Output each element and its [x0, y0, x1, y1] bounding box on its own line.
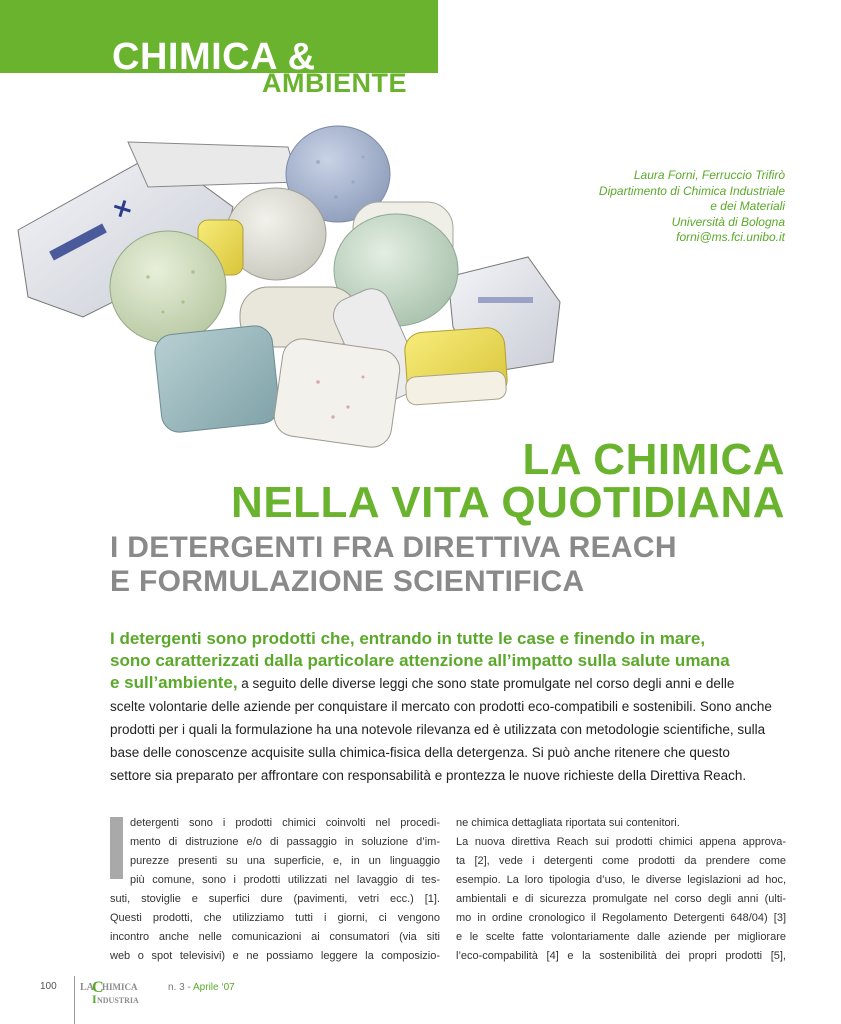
lead-text-line4: scelte volontarie delle aziende per conquistare il mercato con prodotti eco-compatibili e sostenibili. Sono anche: [110, 699, 772, 714]
lead-text-line5: prodotti per i quali la formulazione ha una notevole rilevanza ed è utilizzata con metodologie scientifiche, sulla: [110, 722, 766, 737]
body-line: incontro anche nelle comunicazioni ai consumatori (via siti: [110, 931, 440, 943]
author-department-2: e dei Materiali: [710, 199, 785, 213]
lead-green-line1: I detergenti sono prodotti che, entrando in tutte le case e finendo in mare,: [110, 629, 706, 648]
body-line: detergenti sono i prodotti chimici coinvolti nel procedi-: [130, 817, 440, 829]
author-email[interactable]: forni@ms.fci.unibo.it: [676, 230, 785, 244]
magazine-logo: [80, 978, 160, 1006]
body-line: mento di distruzione e/o di passaggio in soluzione d’im-: [130, 836, 440, 848]
issue-date: Aprile ‘07: [193, 982, 235, 993]
detergent-tablets-photo: [8, 112, 568, 464]
body-line: purezze presenti su una superficie, e, in un linguaggio: [130, 855, 440, 867]
article-subtitle: [110, 531, 677, 599]
author-university: Università di Bologna: [671, 214, 785, 229]
lead-green-line3: e sull’ambiente,: [110, 673, 238, 692]
lead-text-line3: a seguito delle diverse leggi che sono state promulgate nel corso degli anni e delle: [237, 676, 735, 691]
lead-green-line2: sono caratterizzati dalla particolare attenzione all’impatto sulla salute umana: [110, 651, 730, 670]
body-line: l’eco-compabilità [4] e la sostenibilità dei propri prodotti [5],: [456, 950, 786, 962]
body-column-2: [456, 814, 786, 966]
article-title: [231, 435, 785, 527]
svg-text:✕: ✕: [108, 193, 137, 225]
body-line: più comune, sono i prodotti utilizzati nel lavaggio di tes-: [130, 874, 440, 886]
body-line: suti, stoviglie e superfici dure (pavimenti, vetri ecc.) [1].: [110, 893, 440, 905]
author-department: Dipartimento di Chimica Industriale: [598, 183, 785, 198]
body-line: ambientali e di sicurezza promulgate nel corso degli anni (ulti-: [456, 893, 786, 905]
lead-text-line7: settore sia preparato per affrontare con responsabilità e prontezza le nuove richieste della Direttiva Reach.: [110, 768, 747, 783]
subtitle-line2: E FORMULAZIONE SCIENTIFICA: [110, 565, 585, 598]
body-line: La nuova direttiva Reach sui prodotti chimici appena approva-: [456, 836, 786, 848]
body-line: Questi prodotti, che utilizziamo tutti i giorni, ci vengono: [110, 912, 440, 924]
svg-text:LA: LA: [80, 982, 94, 993]
section-title-line2: AMBIENTE: [262, 68, 407, 98]
body-line: ne chimica dettagliata riportata sui contenitori.: [456, 817, 680, 829]
svg-text:I: I: [92, 992, 97, 1006]
body-line: mo in ordine cronologico il Regolamento Detergenti 648/04) [3]: [456, 912, 786, 924]
title-line1: LA CHIMICA: [522, 435, 785, 484]
lead-text-line6: base delle conoscenze acquisite sulla chimica-fisica della detergenza. Si può anche ritenere che questo: [110, 745, 730, 760]
body-line: ta [2], vede i detergenti come prodotti da prendere come: [456, 855, 786, 867]
body-line: esempio. La loro tipologia d’uso, le diverse legislazioni ad hoc,: [456, 874, 786, 886]
issue-info: [168, 983, 235, 993]
subtitle-line1: I DETERGENTI FRA DIRETTIVA REACH: [110, 531, 677, 564]
section-title-line1: CHIMICA &: [112, 36, 316, 78]
issue-number: n. 3 -: [168, 982, 194, 993]
body-line: e le scelte fatte volontariamente dalle aziende per migliorare: [456, 931, 786, 943]
page-number: 100: [40, 981, 57, 992]
author-names: Laura Forni, Ferruccio Trifirò: [633, 168, 785, 182]
svg-text:NDUSTRIA: NDUSTRIA: [97, 996, 139, 1005]
title-line2: NELLA VITA QUOTIDIANA: [231, 478, 785, 527]
body-line: web o spot televisivi) e ne possiamo leggere la composizio-: [110, 950, 440, 962]
body-column-1: [110, 814, 440, 966]
svg-text:C: C: [92, 979, 104, 996]
lead-paragraph: [110, 628, 790, 787]
author-block: [485, 168, 785, 246]
svg-text:HIMICA: HIMICA: [102, 982, 138, 992]
footer-divider: [74, 976, 75, 1024]
